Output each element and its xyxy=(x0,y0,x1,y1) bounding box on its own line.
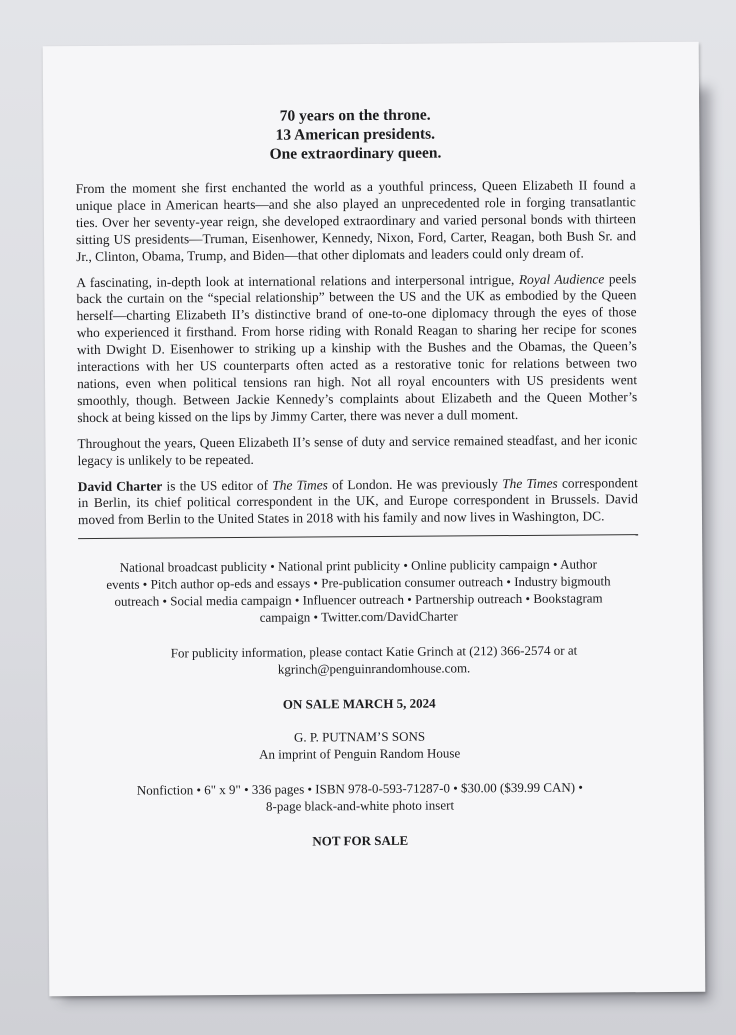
headline-line: One extraordinary queen. xyxy=(269,144,442,163)
publicity-line: National broadcast publicity • National print publicity • Online publicity campaign • Author xyxy=(119,556,597,575)
author-name: David Charter xyxy=(77,477,163,494)
newspaper-name: The Times xyxy=(502,475,558,491)
newspaper-name: The Times xyxy=(272,476,328,493)
author-bio-text: of London. He was previously xyxy=(327,475,503,492)
on-sale-date: ON SALE MARCH 5, 2024 xyxy=(282,695,436,712)
contact-line: For publicity information, please contact Katie Grinch at (212) 366-2574 or at xyxy=(170,642,578,661)
book-title: Royal Audience xyxy=(518,270,605,287)
author-bio-text: correspondent in Berlin, its chief political correspondent in the UK, and Europe correspondent in Brussels. David moved from Berlin to the United States in 2018 with his family and now lives in Washington, DC. xyxy=(77,474,638,528)
headline-line: 13 American presidents. xyxy=(275,125,436,144)
details-line: Nonfiction • 6" x 9" • 336 pages • ISBN 978-0-593-71287-0 • $30.00 ($39.99 CAN) • xyxy=(136,779,583,798)
headline-line: 70 years on the throne. xyxy=(279,106,431,125)
publisher-name: G. P. PUTNAM’S SONS xyxy=(293,728,426,745)
divider xyxy=(78,534,638,539)
publicity-line: outreach • Social media campaign • Influencer outreach • Partnership outreach • Bookstagram xyxy=(114,590,603,610)
imprint-line: An imprint of Penguin Random House xyxy=(259,745,461,763)
description-paragraph-2 xyxy=(76,271,637,427)
not-for-sale-label: NOT FOR SALE xyxy=(312,832,409,849)
details-line: 8-page black-and-white photo insert xyxy=(265,797,455,814)
publicity-line: campaign • Twitter.com/DavidCharter xyxy=(259,608,458,626)
cover-text xyxy=(75,104,640,851)
author-bio xyxy=(78,475,638,530)
publicity-line: events • Pitch author op-eds and essays • Pre-publication consumer outreach • Industry bigmouth xyxy=(106,573,611,593)
paragraph-2-rest: peels back the curtain on the “special relationship” between the US and the UK as embodied by the Queen herself—charting Elizabeth II’s distinctive brand of one-to-one diplomacy through the eyes of those who experienced it firsthand. From horse riding with Ronald Reagan to sharing her recipe for scones with Dwight D. Eisenhower to striking up a kinship with the Bushes and the Obamas, the Queen’s interactions with her US counterparts often acted as a restorative tonic for relations between two nations, even when political tensions ran high. Not all royal encounters with US presidents went smoothly, though. Between Jackie Kennedy’s complaints about Elizabeth and the Queen Mother’s shock at being kissed on the lips by Jimmy Carter, there was never a dull moment. xyxy=(76,270,638,425)
book-back-cover xyxy=(43,42,706,997)
paragraph-2-lead: A fascinating, in-depth look at international relations and interpersonal intrigue, xyxy=(76,271,519,290)
publicity-contact xyxy=(79,641,639,679)
description-paragraph-1: From the moment she first enchanted the world as a youthful princess, Queen Elizabeth II found a unique place in American hearts—and she also played an unprecedented role in forging transatlantic ties. Over her seventy-year reign, she developed extraordinary and varied personal bonds with thirteen sitting US presidents—Truman, Eisenhower, Kennedy, Nixon, Ford, Carter, Reagan, both Bush Sr. and Jr., Clinton, Obama, Trump, and Biden—that other diplomats and leaders could only dream of. xyxy=(75,177,637,264)
contact-email: kgrinch@penguinrandomhouse.com. xyxy=(277,660,471,677)
publisher-block xyxy=(79,726,639,764)
publicity-list xyxy=(78,555,638,627)
book-details xyxy=(80,778,640,816)
author-bio-text: is the US editor of xyxy=(162,477,273,493)
headline xyxy=(75,104,635,165)
description-paragraph-3: Throughout the years, Queen Elizabeth II’s sense of duty and service remained steadfast, and her iconic legacy is unlikely to be repeated. xyxy=(77,431,638,468)
